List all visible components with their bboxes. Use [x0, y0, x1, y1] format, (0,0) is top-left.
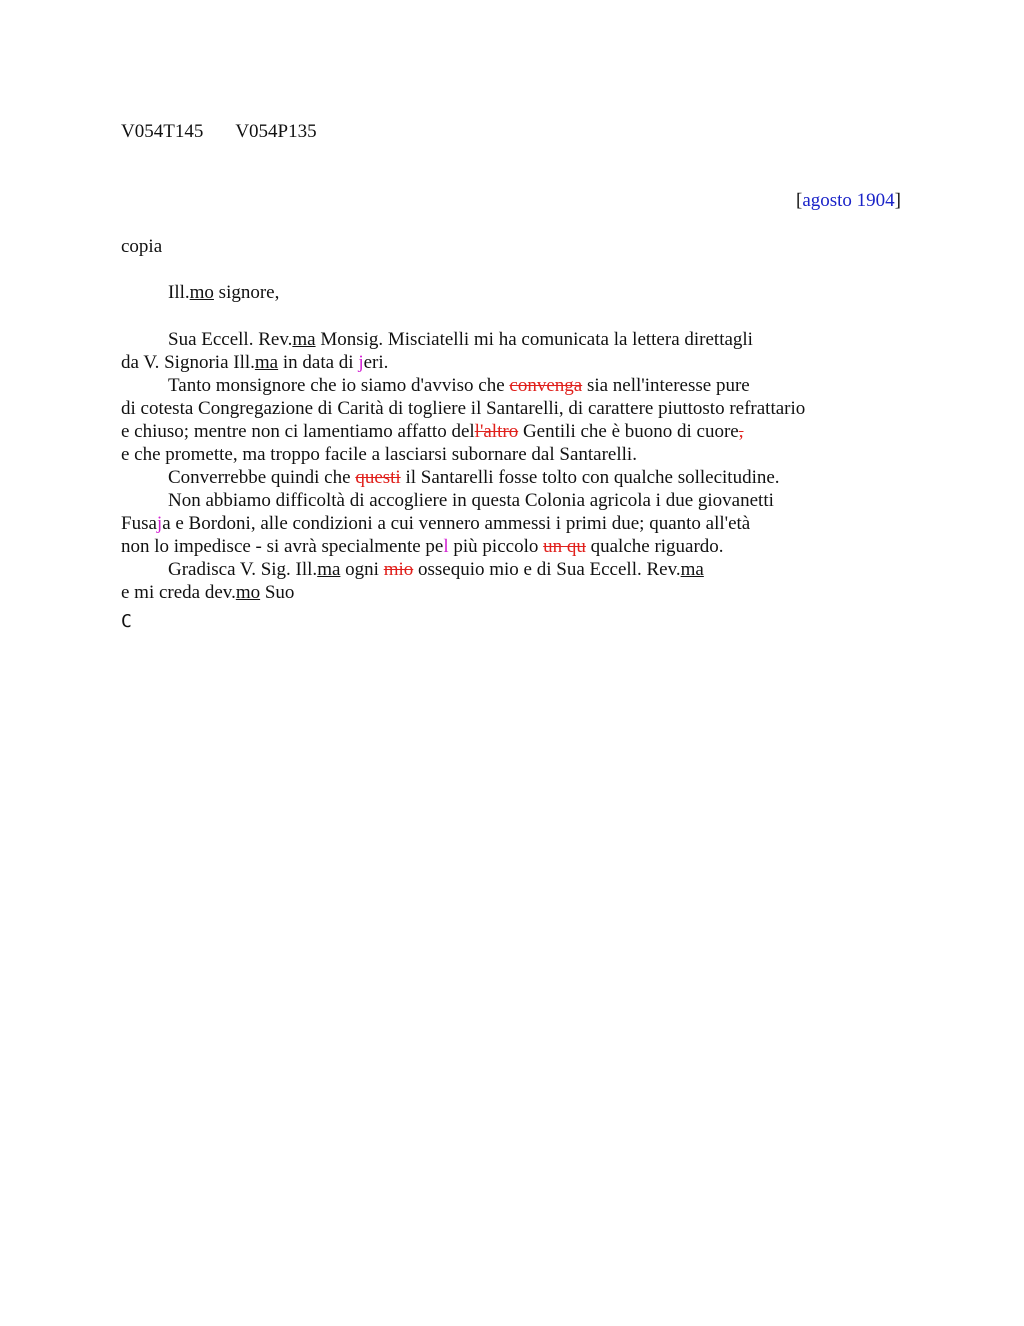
line-text: e mi creda dev. [121, 582, 236, 603]
letter-line [121, 397, 901, 420]
line-text: Gradisca V. Sig. Ill. [168, 559, 318, 580]
deleted-text: questi [355, 467, 401, 488]
line-text: ossequio mio e di Sua Eccell. Rev. [413, 559, 681, 580]
letter-line [121, 535, 901, 558]
letter-body [121, 328, 901, 604]
signature-initial: C [121, 611, 132, 632]
line-text: Tanto monsignore che io siamo d'avviso che [168, 375, 510, 396]
line-text: sia nell'interesse pure [582, 375, 750, 396]
letter-line [121, 351, 901, 374]
letter-line [121, 512, 901, 535]
date-text: agosto 1904 [802, 190, 895, 211]
salutation-prefix: Ill. [168, 282, 190, 303]
line-text: qualche riguardo. [585, 536, 724, 557]
line-text: Converrebbe quindi che [168, 467, 356, 488]
line-text: eri. [363, 352, 389, 373]
line-text: Fusa [121, 513, 157, 534]
deleted-text: mio [383, 559, 414, 580]
letter-line [121, 558, 901, 581]
line-text: a e Bordoni, alle condizioni a cui vennero ammessi i primi due; quanto all'età [162, 513, 751, 534]
document-identifiers [121, 121, 317, 143]
letter-line [121, 374, 901, 397]
deleted-text: convenga [509, 375, 583, 396]
page-id: V054P135 [235, 121, 317, 142]
salutation-abbrev: mo [189, 282, 214, 303]
line-text: Suo [260, 582, 295, 603]
line-text: e che promette, ma troppo facile a lasciarsi subornare dal Santarelli. [121, 444, 637, 465]
line-text: e chiuso; mentre non ci lamentiamo affatto del [121, 421, 475, 442]
copy-label: copia [121, 236, 163, 257]
line-text: di cotesta Congregazione di Carità di togliere il Santarelli, di carattere piuttosto refrattario [121, 398, 806, 419]
line-text: ogni [340, 559, 384, 580]
line-text: il Santarelli fosse tolto con qualche sollecitudine. [400, 467, 780, 488]
letter-line [121, 420, 901, 443]
line-text: Non abbiamo difficoltà di accogliere in questa Colonia agricola i due giovanetti [168, 490, 774, 511]
line-text: Monsig. Misciatelli mi ha comunicata la lettera direttagli [315, 329, 753, 350]
letter-line [121, 443, 901, 466]
inserted-text: j [156, 513, 163, 534]
line-text: Sua Eccell. Rev. [168, 329, 293, 350]
date-bracket-open: [ [795, 190, 803, 211]
line-text: non lo impedisce - si avrà specialmente pe [121, 536, 444, 557]
abbreviation-superscript: ma [680, 559, 704, 580]
inserted-text: l [443, 536, 449, 557]
abbreviation-superscript: ma [254, 352, 279, 373]
letter-line [121, 489, 901, 512]
line-text: in data di [278, 352, 359, 373]
deleted-text: l'altro [474, 421, 519, 442]
line-text: più piccolo [448, 536, 544, 557]
line-text: da V. Signoria Ill. [121, 352, 255, 373]
letter-line [121, 581, 901, 604]
deleted-text: , [738, 421, 744, 442]
abbreviation-superscript: ma [292, 329, 316, 350]
abbreviation-superscript: ma [317, 559, 341, 580]
letter-line [121, 328, 901, 351]
deleted-text: un qu [543, 536, 586, 557]
salutation-rest: signore, [213, 282, 280, 303]
inserted-text: j [358, 352, 364, 373]
volume-id: V054T145 [121, 121, 204, 142]
abbreviation-superscript: mo [235, 582, 261, 603]
letter-line [121, 466, 901, 489]
date-bracket-close: ] [894, 190, 901, 211]
letter-date [796, 190, 901, 212]
line-text: Gentili che è buono di cuore [518, 421, 739, 442]
salutation [168, 282, 279, 304]
